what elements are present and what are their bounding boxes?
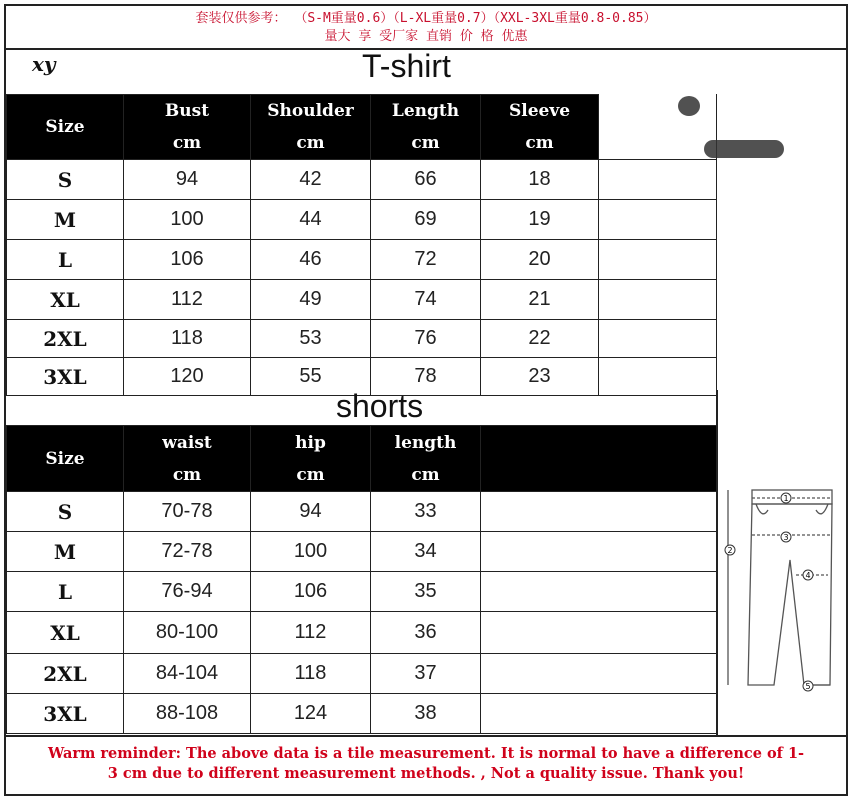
pants-outline (748, 504, 832, 685)
sleeve-cell: 21 (481, 280, 599, 320)
top-note (6, 6, 846, 50)
blank-cell (599, 320, 717, 358)
size-cell: 3XL (7, 358, 124, 396)
table-row (7, 694, 717, 734)
waist-cell: 72-78 (124, 532, 251, 572)
decorative-smudge (678, 96, 700, 116)
bust-cell: 120 (124, 358, 251, 396)
blank-cell (599, 200, 717, 240)
table-row (7, 160, 717, 200)
shoulder-cell: 42 (251, 160, 371, 200)
shorts-title: shorts (336, 388, 424, 424)
length-cell: 78 (371, 358, 481, 396)
table-row (7, 200, 717, 240)
header-size: Size (7, 95, 124, 160)
size-cell: 2XL (7, 654, 124, 694)
blank-cell (599, 358, 717, 396)
header-sleeve: Sleeve cm (481, 95, 599, 160)
waist-cell: 84-104 (124, 654, 251, 694)
tshirt-header-row (7, 95, 717, 160)
tshirt-title: T-shirt (362, 48, 451, 84)
size-cell: S (7, 492, 124, 532)
blank-cell (481, 492, 717, 532)
blank-cell (481, 612, 717, 654)
blank-cell (481, 694, 717, 734)
bust-cell: 94 (124, 160, 251, 200)
hip-cell: 106 (251, 572, 371, 612)
length-cell: 74 (371, 280, 481, 320)
header-blank (481, 426, 717, 492)
table-row (7, 532, 717, 572)
sleeve-cell: 23 (481, 358, 599, 396)
length-cell: 76 (371, 320, 481, 358)
pants-measurement-diagram (716, 480, 846, 700)
length-cell: 72 (371, 240, 481, 280)
marker-5-label: 5 (805, 682, 811, 691)
hip-cell: 94 (251, 492, 371, 532)
header-shoulder: Shoulder cm (251, 95, 371, 160)
table-row (7, 320, 717, 358)
shoulder-cell: 55 (251, 358, 371, 396)
size-cell: L (7, 572, 124, 612)
pocket-left (756, 504, 768, 514)
pocket-right (816, 504, 828, 514)
table-row (7, 492, 717, 532)
header-length: Length cm (371, 95, 481, 160)
waistband-shape (752, 490, 832, 504)
size-cell: M (7, 200, 124, 240)
marker-2-label: 2 (727, 546, 733, 555)
table-row (7, 240, 717, 280)
bust-cell: 118 (124, 320, 251, 358)
size-cell: M (7, 532, 124, 572)
decorative-smudge (704, 140, 784, 158)
length-cell: 38 (371, 694, 481, 734)
blank-cell (481, 572, 717, 612)
header-waist: waist cm (124, 426, 251, 492)
top-note-line2: 量大 享 受厂家 直销 价 格 优惠 (324, 29, 528, 44)
tshirt-size-table (6, 94, 717, 396)
header-size: Size (7, 426, 124, 492)
sleeve-cell: 22 (481, 320, 599, 358)
sleeve-cell: 18 (481, 160, 599, 200)
waist-cell: 70-78 (124, 492, 251, 532)
size-cell: XL (7, 612, 124, 654)
table-row (7, 280, 717, 320)
table-row (7, 654, 717, 694)
brand-logo: xy (32, 52, 56, 76)
hip-cell: 118 (251, 654, 371, 694)
waist-cell: 88-108 (124, 694, 251, 734)
table-row (7, 572, 717, 612)
sleeve-cell: 20 (481, 240, 599, 280)
marker-4-label: 4 (805, 571, 811, 580)
hip-cell: 124 (251, 694, 371, 734)
size-cell: 2XL (7, 320, 124, 358)
waist-cell: 76-94 (124, 572, 251, 612)
waist-cell: 80-100 (124, 612, 251, 654)
bust-cell: 100 (124, 200, 251, 240)
table-row (7, 612, 717, 654)
size-cell: XL (7, 280, 124, 320)
size-cell: 3XL (7, 694, 124, 734)
top-note-line1: 套装仅供参考： （S-M重量0.6）（L-XL重量0.7）（XXL-3XL重量0.8-0.85） (195, 11, 657, 26)
warm-reminder-line2: 3 cm due to different measurement methods. , Not a quality issue. Thank you! (107, 765, 745, 782)
blank-cell (599, 240, 717, 280)
length-cell: 34 (371, 532, 481, 572)
length-cell: 69 (371, 200, 481, 240)
length-cell: 37 (371, 654, 481, 694)
length-cell: 36 (371, 612, 481, 654)
blank-cell (481, 654, 717, 694)
size-cell: S (7, 160, 124, 200)
header-length: length cm (371, 426, 481, 492)
header-hip: hip cm (251, 426, 371, 492)
warm-reminder (6, 735, 846, 794)
shoulder-cell: 44 (251, 200, 371, 240)
length-cell: 66 (371, 160, 481, 200)
length-cell: 33 (371, 492, 481, 532)
header-bust: Bust cm (124, 95, 251, 160)
blank-cell (599, 280, 717, 320)
hip-cell: 112 (251, 612, 371, 654)
sleeve-cell: 19 (481, 200, 599, 240)
length-cell: 35 (371, 572, 481, 612)
bust-cell: 112 (124, 280, 251, 320)
shoulder-cell: 49 (251, 280, 371, 320)
blank-cell (599, 160, 717, 200)
size-cell: L (7, 240, 124, 280)
shoulder-cell: 53 (251, 320, 371, 358)
marker-1-label: 1 (783, 494, 789, 503)
shorts-header-row (7, 426, 717, 492)
warm-reminder-line1: Warm reminder: The above data is a tile measurement. It is normal to have a difference of 1- (47, 745, 805, 762)
blank-cell (481, 532, 717, 572)
marker-3-label: 3 (783, 533, 789, 542)
shoulder-cell: 46 (251, 240, 371, 280)
shorts-size-table (6, 425, 717, 734)
hip-cell: 100 (251, 532, 371, 572)
bust-cell: 106 (124, 240, 251, 280)
